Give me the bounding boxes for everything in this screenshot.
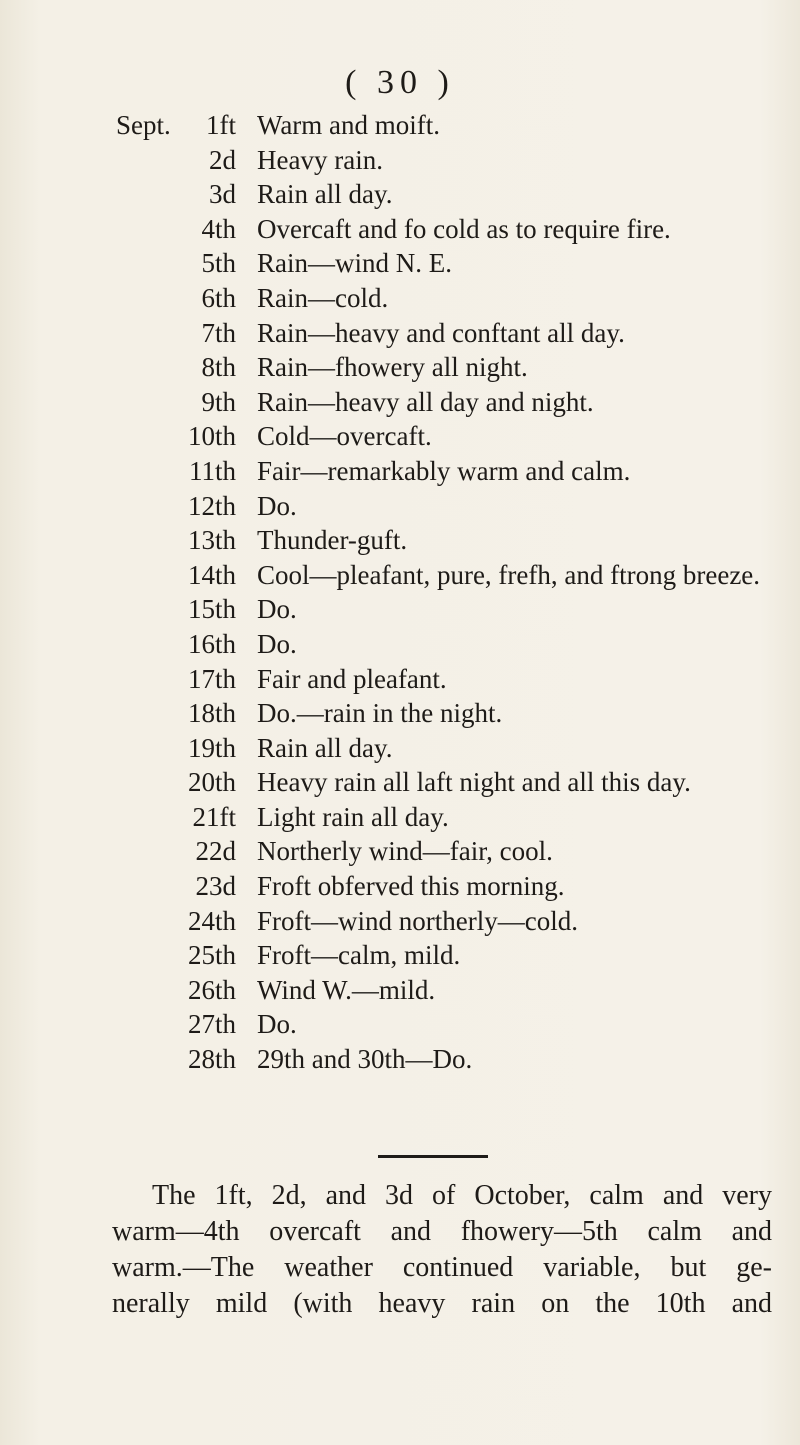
october-summary-paragraph — [112, 1178, 772, 1322]
log-entry — [0, 177, 800, 212]
weather-note: Rain—heavy all day and night. — [257, 386, 594, 417]
log-entry — [0, 316, 800, 351]
day-label: 15th — [187, 594, 236, 625]
day-label: 6th — [201, 282, 236, 313]
log-entry — [0, 662, 800, 697]
log-entry — [0, 489, 800, 524]
day-label: 13th — [187, 525, 236, 556]
day-label: 23d — [195, 871, 236, 902]
day-label: 8th — [201, 352, 236, 383]
day-label: 10th — [187, 421, 236, 452]
log-entry — [0, 281, 800, 316]
paragraph-line: nerally mild (with heavy rain on the 10th and — [112, 1288, 772, 1319]
log-entry — [0, 973, 800, 1008]
weather-note: Rain all day. — [257, 179, 393, 210]
day-label: 9th — [201, 386, 236, 417]
paragraph-line: The 1ft, 2d, and 3d of October, calm and very — [152, 1180, 772, 1211]
day-label: 19th — [187, 732, 236, 763]
day-label: 24th — [187, 905, 236, 936]
log-entry — [0, 696, 800, 731]
weather-note: Froft obferved this morning. — [257, 871, 565, 902]
section-divider — [378, 1155, 488, 1158]
weather-note: Northerly wind—fair, cool. — [257, 836, 553, 867]
log-entry — [0, 1007, 800, 1042]
log-entry — [0, 800, 800, 835]
month-label: Sept. — [116, 110, 171, 140]
day-label: 12th — [187, 490, 236, 521]
weather-note: Thunder-guft. — [257, 525, 408, 556]
log-entry — [0, 350, 800, 385]
day-label: 26th — [187, 974, 236, 1005]
day-label: 18th — [187, 698, 236, 729]
log-entry — [0, 627, 800, 662]
day-label: 17th — [187, 663, 236, 694]
log-entry — [0, 523, 800, 558]
weather-note: Froft—calm, mild. — [257, 940, 461, 971]
day-label: 21ft — [192, 801, 236, 832]
weather-note: Do. — [257, 628, 297, 659]
weather-note: Do. — [257, 594, 297, 625]
weather-note: Rain—fhowery all night. — [257, 352, 528, 383]
paragraph-line: warm—4th overcaft and fhowery—5th calm and — [112, 1216, 772, 1247]
day-label: 11th — [189, 455, 236, 486]
log-entry — [0, 938, 800, 973]
log-entry — [0, 1042, 800, 1077]
day-label: 20th — [187, 767, 236, 798]
day-label: 28th — [187, 1044, 236, 1075]
weather-note: 29th and 30th—Do. — [257, 1044, 473, 1075]
weather-note: Rain—cold. — [257, 282, 389, 313]
weather-note: Do. — [257, 1009, 297, 1040]
weather-note: Fair—remarkably warm and calm. — [257, 455, 631, 486]
paragraph-line: warm.—The weather continued variable, but ge- — [112, 1252, 772, 1283]
day-label: 27th — [187, 1009, 236, 1040]
weather-note: Light rain all day. — [257, 801, 449, 832]
day-label: 25th — [187, 940, 236, 971]
weather-note: Warm and moift. — [257, 110, 441, 140]
weather-note: Cool—pleafant, pure, frefh, and ftrong breeze. — [257, 559, 761, 590]
log-entry — [0, 246, 800, 281]
log-entry — [0, 765, 800, 800]
weather-log — [0, 108, 800, 1077]
log-entry — [0, 904, 800, 939]
log-entry — [0, 834, 800, 869]
weather-note: Do.—rain in the night. — [257, 698, 503, 729]
day-label: 16th — [187, 628, 236, 659]
day-label: 7th — [201, 317, 236, 348]
weather-note: Rain all day. — [257, 732, 393, 763]
weather-note: Wind W.—mild. — [257, 974, 436, 1005]
weather-note: Rain—wind N. E. — [257, 248, 452, 279]
day-label: 14th — [187, 559, 236, 590]
log-entry — [0, 385, 800, 420]
log-entry — [0, 108, 800, 143]
log-entry — [0, 592, 800, 627]
weather-note: Froft—wind northerly—cold. — [257, 905, 578, 936]
weather-note: Heavy rain all laft night and all this day. — [257, 767, 691, 798]
day-label: 3d — [209, 179, 236, 210]
log-entry — [0, 869, 800, 904]
day-label: 5th — [201, 248, 236, 279]
day-label: 1ft — [206, 110, 236, 140]
log-entry — [0, 212, 800, 247]
page-number-header: ( 30 ) — [345, 64, 455, 101]
weather-note: Rain—heavy and conftant all day. — [257, 317, 625, 348]
log-entry — [0, 454, 800, 489]
weather-note: Fair and pleafant. — [257, 663, 447, 694]
log-entry — [0, 558, 800, 593]
weather-note: Do. — [257, 490, 297, 521]
day-label: 2d — [209, 144, 236, 175]
log-entry — [0, 143, 800, 178]
weather-note: Overcaft and fo cold as to require fire. — [257, 213, 671, 244]
weather-note: Cold—overcaft. — [257, 421, 432, 452]
log-entry — [0, 731, 800, 766]
weather-note: Heavy rain. — [257, 144, 383, 175]
log-entry — [0, 419, 800, 454]
day-label: 22d — [195, 836, 236, 867]
day-label: 4th — [201, 213, 236, 244]
